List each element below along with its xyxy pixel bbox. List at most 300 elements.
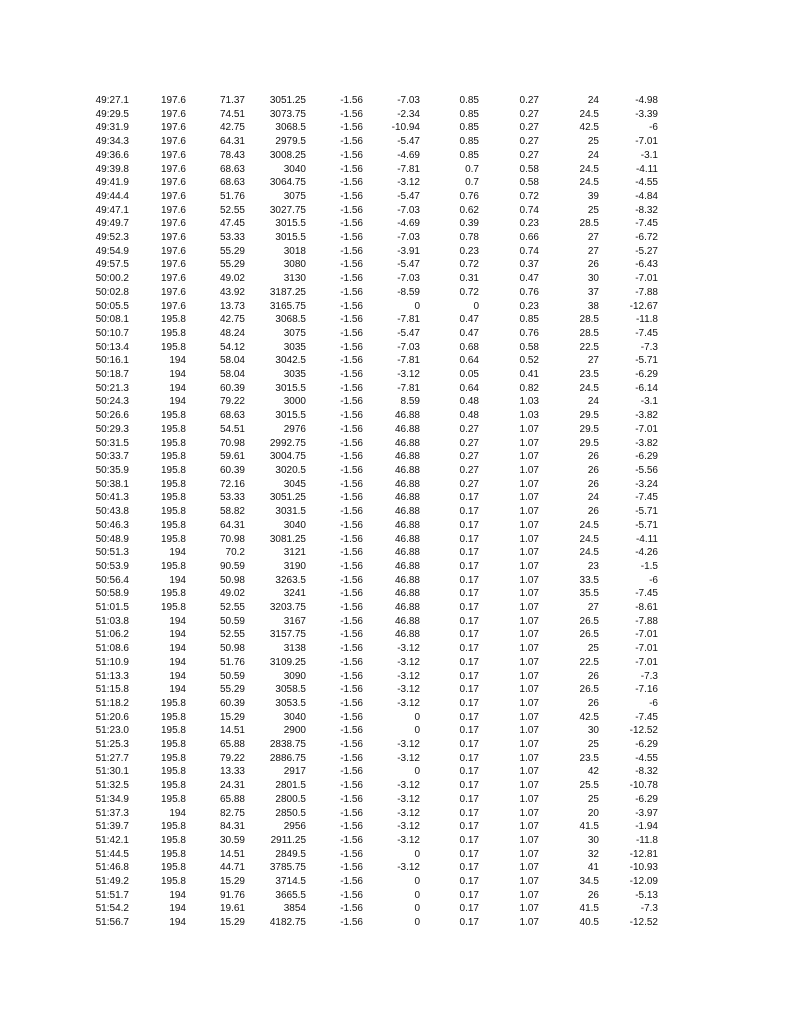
data-sheet-body xyxy=(86,94,658,930)
table-row xyxy=(86,464,658,478)
col-10-cell: -10.78 xyxy=(629,780,658,792)
col-9-cell: 25.5 xyxy=(579,780,599,792)
col-4-cell: 4182.75 xyxy=(269,917,306,929)
col-4-cell: 3040 xyxy=(283,163,306,175)
col-9-cell: 28.5 xyxy=(579,314,599,326)
table-row xyxy=(86,437,658,451)
col-5-cell: -1.56 xyxy=(340,739,363,751)
col-6-cell: -2.34 xyxy=(397,108,420,120)
col-4-cell: 3051.25 xyxy=(269,492,306,504)
col-3-cell: 30.59 xyxy=(219,834,245,846)
col-9-cell: 22.5 xyxy=(579,341,599,353)
col-8-cell: 1.07 xyxy=(519,766,539,778)
table-row xyxy=(86,505,658,519)
col-10-cell: -7.01 xyxy=(635,629,658,641)
table-row xyxy=(86,902,658,916)
table-row xyxy=(86,861,658,875)
col-8-cell: 1.07 xyxy=(519,889,539,901)
col-6-cell: -3.12 xyxy=(397,793,420,805)
col-4-cell: 3263.5 xyxy=(275,574,306,586)
time-cell: 51:15.8 xyxy=(95,684,129,696)
col-8-cell: 0.23 xyxy=(519,300,539,312)
table-row xyxy=(86,121,658,135)
col-9-cell: 29.5 xyxy=(579,423,599,435)
col-8-cell: 1.03 xyxy=(519,396,539,408)
col-3-cell: 47.45 xyxy=(219,218,245,230)
col-6-cell: 46.88 xyxy=(394,506,420,518)
time-cell: 51:13.3 xyxy=(95,670,129,682)
col-4-cell: 3138 xyxy=(283,643,306,655)
col-4-cell: 3090 xyxy=(283,670,306,682)
col-7-cell: 0.78 xyxy=(459,232,479,244)
col-3-cell: 44.71 xyxy=(219,862,245,874)
col-3-cell: 51.76 xyxy=(219,190,245,202)
col-3-cell: 79.22 xyxy=(219,396,245,408)
col-5-cell: -1.56 xyxy=(340,423,363,435)
col-5-cell: -1.56 xyxy=(340,506,363,518)
col-9-cell: 26 xyxy=(587,670,599,682)
col-6-cell: -7.03 xyxy=(397,95,420,106)
col-5-cell: -1.56 xyxy=(340,259,363,271)
col-4-cell: 3157.75 xyxy=(269,629,306,641)
col-3-cell: 58.04 xyxy=(219,369,245,381)
col-4-cell: 3075 xyxy=(283,190,306,202)
col-2-cell: 194 xyxy=(169,382,186,394)
col-8-cell: 1.07 xyxy=(519,876,539,888)
col-6-cell: -3.12 xyxy=(397,177,420,189)
col-9-cell: 24 xyxy=(587,492,599,504)
col-3-cell: 43.92 xyxy=(219,286,245,298)
col-10-cell: -10.93 xyxy=(629,862,658,874)
table-row xyxy=(86,711,658,725)
col-7-cell: 0.68 xyxy=(459,341,479,353)
col-10-cell: -3.1 xyxy=(640,396,658,408)
col-2-cell: 197.6 xyxy=(160,232,186,244)
col-2-cell: 194 xyxy=(169,547,186,559)
col-8-cell: 1.07 xyxy=(519,574,539,586)
col-7-cell: 0.17 xyxy=(459,697,479,709)
col-4-cell: 3064.75 xyxy=(269,177,306,189)
col-2-cell: 197.6 xyxy=(160,163,186,175)
col-6-cell: -3.12 xyxy=(397,697,420,709)
col-3-cell: 74.51 xyxy=(219,108,245,120)
col-9-cell: 28.5 xyxy=(579,218,599,230)
col-3-cell: 64.31 xyxy=(219,519,245,531)
col-2-cell: 197.6 xyxy=(160,218,186,230)
col-8-cell: 0.27 xyxy=(519,95,539,106)
col-5-cell: -1.56 xyxy=(340,245,363,257)
col-2-cell: 195.8 xyxy=(160,862,186,874)
col-10-cell: -6.29 xyxy=(635,369,658,381)
col-4-cell: 3058.5 xyxy=(275,684,306,696)
col-3-cell: 50.98 xyxy=(219,574,245,586)
time-cell: 50:31.5 xyxy=(95,437,129,449)
table-row xyxy=(86,300,658,314)
time-cell: 50:43.8 xyxy=(95,506,129,518)
col-10-cell: -8.32 xyxy=(635,766,658,778)
col-6-cell: -3.12 xyxy=(397,752,420,764)
col-7-cell: 0.17 xyxy=(459,848,479,860)
col-8-cell: 1.07 xyxy=(519,780,539,792)
col-10-cell: -12.52 xyxy=(629,917,658,929)
time-cell: 50:46.3 xyxy=(95,519,129,531)
col-9-cell: 25 xyxy=(587,204,599,216)
col-3-cell: 68.63 xyxy=(219,177,245,189)
col-8-cell: 0.41 xyxy=(519,369,539,381)
col-2-cell: 194 xyxy=(169,355,186,367)
col-3-cell: 58.82 xyxy=(219,506,245,518)
col-7-cell: 0.85 xyxy=(459,122,479,134)
col-5-cell: -1.56 xyxy=(340,286,363,298)
col-9-cell: 26 xyxy=(587,451,599,463)
col-10-cell: -7.01 xyxy=(635,273,658,285)
col-6-cell: 0 xyxy=(414,903,420,915)
col-6-cell: 46.88 xyxy=(394,602,420,614)
col-6-cell: -4.69 xyxy=(397,149,420,161)
time-cell: 49:34.3 xyxy=(95,136,129,148)
col-3-cell: 24.31 xyxy=(219,780,245,792)
col-5-cell: -1.56 xyxy=(340,903,363,915)
table-row xyxy=(86,272,658,286)
col-9-cell: 35.5 xyxy=(579,588,599,600)
col-3-cell: 50.59 xyxy=(219,615,245,627)
col-2-cell: 197.6 xyxy=(160,136,186,148)
col-10-cell: -12.09 xyxy=(629,876,658,888)
col-9-cell: 20 xyxy=(587,807,599,819)
col-9-cell: 25 xyxy=(587,793,599,805)
time-cell: 49:52.3 xyxy=(95,232,129,244)
col-7-cell: 0.27 xyxy=(459,478,479,490)
col-9-cell: 34.5 xyxy=(579,876,599,888)
col-3-cell: 54.51 xyxy=(219,423,245,435)
col-5-cell: -1.56 xyxy=(340,341,363,353)
col-5-cell: -1.56 xyxy=(340,752,363,764)
col-9-cell: 24 xyxy=(587,149,599,161)
col-9-cell: 24.5 xyxy=(579,163,599,175)
col-4-cell: 3073.75 xyxy=(269,108,306,120)
time-cell: 51:18.2 xyxy=(95,697,129,709)
col-3-cell: 82.75 xyxy=(219,807,245,819)
col-3-cell: 65.88 xyxy=(219,793,245,805)
col-3-cell: 50.59 xyxy=(219,670,245,682)
col-6-cell: 46.88 xyxy=(394,615,420,627)
col-2-cell: 195.8 xyxy=(160,752,186,764)
col-10-cell: -7.01 xyxy=(635,423,658,435)
col-3-cell: 90.59 xyxy=(219,560,245,572)
col-6-cell: -5.47 xyxy=(397,327,420,339)
col-7-cell: 0.85 xyxy=(459,136,479,148)
col-8-cell: 1.07 xyxy=(519,848,539,860)
col-4-cell: 2800.5 xyxy=(275,793,306,805)
col-4-cell: 2849.5 xyxy=(275,848,306,860)
col-9-cell: 29.5 xyxy=(579,410,599,422)
col-7-cell: 0.72 xyxy=(459,259,479,271)
time-cell: 49:44.4 xyxy=(95,190,129,202)
col-6-cell: -3.12 xyxy=(397,643,420,655)
col-5-cell: -1.56 xyxy=(340,410,363,422)
col-9-cell: 25 xyxy=(587,136,599,148)
table-row xyxy=(86,478,658,492)
col-7-cell: 0.17 xyxy=(459,862,479,874)
col-5-cell: -1.56 xyxy=(340,821,363,833)
col-5-cell: -1.56 xyxy=(340,684,363,696)
col-4-cell: 3020.5 xyxy=(275,464,306,476)
table-row xyxy=(86,533,658,547)
time-cell: 50:05.5 xyxy=(95,300,129,312)
col-5-cell: -1.56 xyxy=(340,889,363,901)
col-9-cell: 26 xyxy=(587,697,599,709)
col-9-cell: 40.5 xyxy=(579,917,599,929)
col-2-cell: 194 xyxy=(169,903,186,915)
col-7-cell: 0.05 xyxy=(459,369,479,381)
col-6-cell: 0 xyxy=(414,876,420,888)
col-2-cell: 194 xyxy=(169,684,186,696)
col-10-cell: -8.61 xyxy=(635,602,658,614)
col-5-cell: -1.56 xyxy=(340,519,363,531)
col-9-cell: 27 xyxy=(587,602,599,614)
col-10-cell: -12.67 xyxy=(629,300,658,312)
col-7-cell: 0.17 xyxy=(459,903,479,915)
col-3-cell: 50.98 xyxy=(219,643,245,655)
col-5-cell: -1.56 xyxy=(340,464,363,476)
col-9-cell: 32 xyxy=(587,848,599,860)
col-8-cell: 1.07 xyxy=(519,451,539,463)
col-8-cell: 0.27 xyxy=(519,149,539,161)
col-7-cell: 0.23 xyxy=(459,245,479,257)
table-row xyxy=(86,190,658,204)
col-10-cell: -7.88 xyxy=(635,615,658,627)
col-5-cell: -1.56 xyxy=(340,355,363,367)
col-4-cell: 3075 xyxy=(283,327,306,339)
col-4-cell: 3121 xyxy=(283,547,306,559)
time-cell: 49:54.9 xyxy=(95,245,129,257)
col-6-cell: 46.88 xyxy=(394,547,420,559)
col-10-cell: -6.14 xyxy=(635,382,658,394)
col-3-cell: 54.12 xyxy=(219,341,245,353)
col-7-cell: 0 xyxy=(473,300,479,312)
col-8-cell: 0.47 xyxy=(519,273,539,285)
col-3-cell: 52.55 xyxy=(219,204,245,216)
col-10-cell: -7.45 xyxy=(635,327,658,339)
col-6-cell: 46.88 xyxy=(394,560,420,572)
col-9-cell: 23.5 xyxy=(579,752,599,764)
col-2-cell: 194 xyxy=(169,396,186,408)
table-row xyxy=(86,807,658,821)
col-5-cell: -1.56 xyxy=(340,382,363,394)
col-8-cell: 1.07 xyxy=(519,506,539,518)
col-2-cell: 195.8 xyxy=(160,739,186,751)
col-9-cell: 24 xyxy=(587,95,599,106)
table-row xyxy=(86,450,658,464)
col-7-cell: 0.17 xyxy=(459,560,479,572)
col-4-cell: 3203.75 xyxy=(269,602,306,614)
col-6-cell: -7.81 xyxy=(397,314,420,326)
table-row xyxy=(86,793,658,807)
col-3-cell: 52.55 xyxy=(219,629,245,641)
col-5-cell: -1.56 xyxy=(340,793,363,805)
col-10-cell: -7.3 xyxy=(640,903,658,915)
col-8-cell: 0.58 xyxy=(519,341,539,353)
col-6-cell: 46.88 xyxy=(394,478,420,490)
col-7-cell: 0.7 xyxy=(465,177,479,189)
table-row xyxy=(86,149,658,163)
col-8-cell: 1.07 xyxy=(519,464,539,476)
col-8-cell: 0.27 xyxy=(519,108,539,120)
col-4-cell: 2992.75 xyxy=(269,437,306,449)
col-9-cell: 37 xyxy=(587,286,599,298)
col-8-cell: 0.72 xyxy=(519,190,539,202)
table-row xyxy=(86,519,658,533)
col-8-cell: 1.07 xyxy=(519,711,539,723)
col-8-cell: 1.07 xyxy=(519,739,539,751)
col-3-cell: 14.51 xyxy=(219,848,245,860)
col-7-cell: 0.17 xyxy=(459,615,479,627)
col-4-cell: 3068.5 xyxy=(275,314,306,326)
table-row xyxy=(86,491,658,505)
col-6-cell: 8.59 xyxy=(400,396,420,408)
time-cell: 50:13.4 xyxy=(95,341,129,353)
col-7-cell: 0.17 xyxy=(459,629,479,641)
table-row xyxy=(86,313,658,327)
col-10-cell: -12.52 xyxy=(629,725,658,737)
col-5-cell: -1.56 xyxy=(340,725,363,737)
col-8-cell: 1.07 xyxy=(519,643,539,655)
col-2-cell: 194 xyxy=(169,629,186,641)
col-4-cell: 3190 xyxy=(283,560,306,572)
time-cell: 51:44.5 xyxy=(95,848,129,860)
col-8-cell: 0.27 xyxy=(519,122,539,134)
time-cell: 51:23.0 xyxy=(95,725,129,737)
col-7-cell: 0.17 xyxy=(459,780,479,792)
col-9-cell: 26.5 xyxy=(579,629,599,641)
col-7-cell: 0.17 xyxy=(459,656,479,668)
time-cell: 50:41.3 xyxy=(95,492,129,504)
col-5-cell: -1.56 xyxy=(340,437,363,449)
col-6-cell: 46.88 xyxy=(394,519,420,531)
col-5-cell: -1.56 xyxy=(340,711,363,723)
col-4-cell: 3008.25 xyxy=(269,149,306,161)
col-4-cell: 3109.25 xyxy=(269,656,306,668)
col-3-cell: 59.61 xyxy=(219,451,245,463)
col-3-cell: 71.37 xyxy=(219,95,245,106)
time-cell: 50:35.9 xyxy=(95,464,129,476)
col-10-cell: -5.27 xyxy=(635,245,658,257)
col-7-cell: 0.48 xyxy=(459,410,479,422)
col-10-cell: -7.45 xyxy=(635,588,658,600)
col-8-cell: 0.52 xyxy=(519,355,539,367)
col-8-cell: 1.07 xyxy=(519,697,539,709)
col-7-cell: 0.17 xyxy=(459,876,479,888)
col-6-cell: 46.88 xyxy=(394,423,420,435)
table-row xyxy=(86,176,658,190)
table-row xyxy=(86,217,658,231)
col-10-cell: -6 xyxy=(649,122,658,134)
col-4-cell: 3080 xyxy=(283,259,306,271)
col-5-cell: -1.56 xyxy=(340,204,363,216)
col-9-cell: 29.5 xyxy=(579,437,599,449)
col-3-cell: 53.33 xyxy=(219,492,245,504)
col-5-cell: -1.56 xyxy=(340,876,363,888)
col-3-cell: 68.63 xyxy=(219,410,245,422)
table-row xyxy=(86,163,658,177)
col-6-cell: -7.81 xyxy=(397,382,420,394)
time-cell: 50:08.1 xyxy=(95,314,129,326)
col-6-cell: 46.88 xyxy=(394,410,420,422)
col-9-cell: 28.5 xyxy=(579,327,599,339)
col-9-cell: 41 xyxy=(587,862,599,874)
col-4-cell: 3130 xyxy=(283,273,306,285)
col-3-cell: 79.22 xyxy=(219,752,245,764)
time-cell: 51:37.3 xyxy=(95,807,129,819)
col-9-cell: 42 xyxy=(587,766,599,778)
table-row xyxy=(86,628,658,642)
col-10-cell: -1.5 xyxy=(640,560,658,572)
col-8-cell: 1.07 xyxy=(519,656,539,668)
col-4-cell: 2917 xyxy=(283,766,306,778)
col-8-cell: 1.07 xyxy=(519,684,539,696)
time-cell: 50:56.4 xyxy=(95,574,129,586)
time-cell: 50:21.3 xyxy=(95,382,129,394)
col-2-cell: 195.8 xyxy=(160,341,186,353)
col-8-cell: 0.74 xyxy=(519,245,539,257)
col-6-cell: -7.81 xyxy=(397,163,420,175)
time-cell: 50:18.7 xyxy=(95,369,129,381)
col-4-cell: 3167 xyxy=(283,615,306,627)
col-8-cell: 1.07 xyxy=(519,821,539,833)
col-5-cell: -1.56 xyxy=(340,574,363,586)
col-3-cell: 15.29 xyxy=(219,711,245,723)
table-row xyxy=(86,368,658,382)
col-9-cell: 26 xyxy=(587,478,599,490)
time-cell: 50:24.3 xyxy=(95,396,129,408)
col-7-cell: 0.17 xyxy=(459,533,479,545)
col-9-cell: 25 xyxy=(587,739,599,751)
table-row xyxy=(86,724,658,738)
table-row xyxy=(86,683,658,697)
time-cell: 51:54.2 xyxy=(95,903,129,915)
col-8-cell: 1.07 xyxy=(519,903,539,915)
col-10-cell: -7.01 xyxy=(635,656,658,668)
col-4-cell: 3081.25 xyxy=(269,533,306,545)
col-3-cell: 55.29 xyxy=(219,245,245,257)
col-2-cell: 195.8 xyxy=(160,834,186,846)
col-4-cell: 3051.25 xyxy=(269,95,306,106)
col-10-cell: -7.45 xyxy=(635,218,658,230)
col-3-cell: 13.73 xyxy=(219,300,245,312)
col-2-cell: 195.8 xyxy=(160,506,186,518)
col-7-cell: 0.17 xyxy=(459,588,479,600)
col-7-cell: 0.17 xyxy=(459,834,479,846)
col-9-cell: 24.5 xyxy=(579,108,599,120)
table-row xyxy=(86,327,658,341)
col-2-cell: 195.8 xyxy=(160,766,186,778)
col-2-cell: 195.8 xyxy=(160,697,186,709)
time-cell: 49:49.7 xyxy=(95,218,129,230)
time-cell: 51:34.9 xyxy=(95,793,129,805)
col-10-cell: -3.82 xyxy=(635,437,658,449)
col-9-cell: 24 xyxy=(587,396,599,408)
col-3-cell: 13.33 xyxy=(219,766,245,778)
col-7-cell: 0.27 xyxy=(459,451,479,463)
col-7-cell: 0.27 xyxy=(459,423,479,435)
col-3-cell: 19.61 xyxy=(219,903,245,915)
time-cell: 51:49.2 xyxy=(95,876,129,888)
time-cell: 51:08.6 xyxy=(95,643,129,655)
col-9-cell: 41.5 xyxy=(579,821,599,833)
col-8-cell: 1.07 xyxy=(519,588,539,600)
col-2-cell: 197.6 xyxy=(160,122,186,134)
col-6-cell: 46.88 xyxy=(394,464,420,476)
